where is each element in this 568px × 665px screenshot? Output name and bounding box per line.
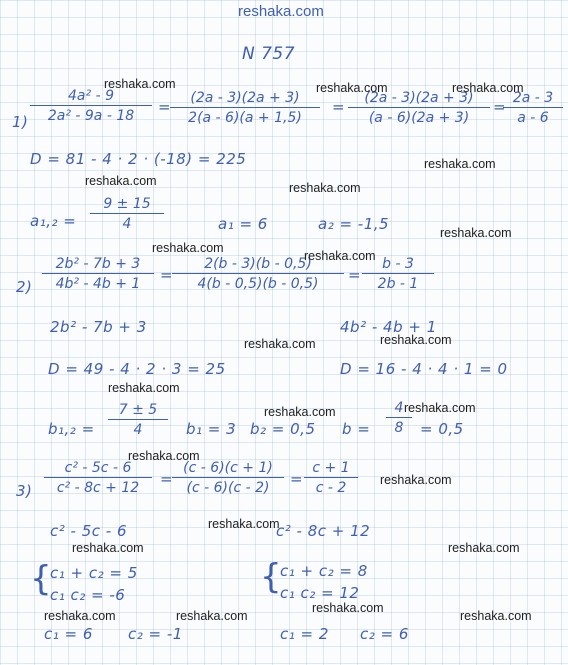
- watermark: reshaka.com: [380, 333, 452, 347]
- part2-fraction-1-den: 4b² - 4b + 1: [55, 276, 141, 292]
- part1-eq-3: =: [493, 98, 507, 116]
- watermark: reshaka.com: [152, 241, 224, 255]
- part3-fraction-3: [304, 460, 358, 496]
- part1-discriminant: D = 81 - 4 · 2 · (-18) = 225: [30, 150, 247, 168]
- watermark: reshaka.com: [424, 157, 496, 171]
- part3-fraction-3-num: c + 1: [312, 460, 350, 476]
- part2-fraction-1: [42, 256, 154, 292]
- part1-fraction-2: [170, 90, 320, 126]
- part1-fraction-2-den: 2(a - 6)(a + 1,5): [188, 110, 302, 126]
- problem-number: N 757: [242, 44, 296, 64]
- watermark: reshaka.com: [44, 609, 116, 623]
- fraction-bar: [42, 273, 154, 274]
- part3-system-2-line-2: c₁ c₂ = 12: [280, 584, 360, 602]
- watermark: reshaka.com: [128, 449, 200, 463]
- part3-fraction-3-den: c - 2: [315, 480, 347, 496]
- fraction-bar: [170, 107, 320, 108]
- part3-fraction-1-num: c² - 5c - 6: [64, 460, 132, 476]
- part2-roots-den: 4: [133, 422, 143, 438]
- watermark: reshaka.com: [452, 81, 524, 95]
- part1-eq-2: =: [332, 98, 346, 116]
- watermark: reshaka.com: [289, 181, 361, 195]
- part3-root-2: c₂ = -1: [128, 625, 183, 643]
- part2-roots-num: 7 ± 5: [118, 402, 158, 418]
- part3-fraction-2: [172, 460, 284, 496]
- part1-fraction-1: [30, 88, 152, 124]
- watermark: reshaka.com: [440, 226, 512, 240]
- fraction-bar: [172, 273, 344, 274]
- part1-roots-label: a₁,₂ =: [30, 212, 77, 230]
- watermark: reshaka.com: [108, 381, 180, 395]
- part1-fraction-1-num: 4a² - 9: [68, 88, 114, 104]
- part1-fraction-4-num: 2a - 3: [512, 90, 554, 106]
- watermark: reshaka.com: [304, 249, 376, 263]
- fraction-bar: [348, 107, 490, 108]
- watermark: reshaka.com: [312, 601, 384, 615]
- part3-fraction-1: [44, 460, 152, 496]
- fraction-bar: [362, 273, 434, 274]
- part1-fraction-1-den: 2a² - 9a - 18: [47, 108, 135, 124]
- watermark: reshaka.com: [244, 337, 316, 351]
- part2-fraction-3-num: b - 3: [382, 256, 414, 272]
- part1-roots-num: 9 ± 15: [103, 196, 151, 212]
- watermark: reshaka.com: [380, 473, 452, 487]
- part1-fraction-2-num: (2a - 3)(2a + 3): [190, 90, 300, 106]
- part2-roots-label: b₁,₂ =: [48, 420, 95, 438]
- system-brace-2: {: [260, 557, 282, 597]
- part3-polynomial-2: c² - 8c + 12: [276, 522, 371, 540]
- part3-polynomial-1: c² - 5c - 6: [50, 522, 127, 540]
- part2-discriminant-2: D = 16 - 4 · 4 · 1 = 0: [340, 360, 508, 378]
- fraction-bar: [386, 417, 412, 418]
- part3-eq-1: =: [160, 470, 174, 488]
- part2-fraction-3-den: 2b - 1: [377, 276, 419, 292]
- part2-polynomial-2: 4b² - 4b + 1: [340, 318, 437, 336]
- part2-root-1: b₁ = 3: [186, 420, 237, 438]
- part1-root-1: a₁ = 6: [218, 215, 268, 233]
- watermark: reshaka.com: [316, 81, 388, 95]
- watermark: reshaka.com: [264, 405, 336, 419]
- part2-root-3-value: = 0,5: [420, 420, 464, 438]
- part1-fraction-3-den: (a - 6)(2a + 3): [368, 110, 470, 126]
- part3-label: 3): [16, 482, 33, 500]
- part1-eq-1: =: [158, 98, 172, 116]
- part3-root-3: c₁ = 2: [280, 625, 329, 643]
- part3-eq-2: =: [290, 470, 304, 488]
- watermark: reshaka.com: [404, 401, 476, 415]
- part3-system-1-line-1: c₁ + c₂ = 5: [50, 564, 138, 582]
- watermark: reshaka.com: [104, 77, 176, 91]
- part2-eq-2: =: [348, 266, 362, 284]
- part2-fraction-2-num: 2(b - 3)(b - 0,5): [204, 256, 312, 272]
- fraction-bar: [503, 107, 563, 108]
- part2-polynomial-1: 2b² - 7b + 3: [50, 318, 147, 336]
- part3-fraction-2-num: (c - 6)(c + 1): [183, 460, 273, 476]
- part2-root-3-label: b =: [342, 420, 371, 438]
- part2-eq-1: =: [160, 266, 174, 284]
- part1-roots-den: 4: [122, 216, 132, 232]
- part3-fraction-2-den: (c - 6)(c - 2): [186, 480, 270, 496]
- part2-roots-fraction: [108, 402, 168, 438]
- part3-system-1-line-2: c₁ c₂ = -6: [50, 586, 126, 604]
- part2-fraction-2-den: 4(b - 0,5)(b - 0,5): [197, 276, 319, 292]
- watermark: reshaka.com: [176, 609, 248, 623]
- part3-root-4: c₂ = 6: [360, 625, 409, 643]
- part2-root-3-den: 8: [394, 420, 404, 436]
- fraction-bar: [108, 419, 168, 420]
- fraction-bar: [172, 477, 284, 478]
- part1-root-2: a₂ = -1,5: [318, 215, 390, 233]
- part1-roots-fraction: [90, 196, 164, 232]
- part3-system-2-line-1: c₁ + c₂ = 8: [280, 562, 368, 580]
- part3-root-1: c₁ = 6: [44, 625, 93, 643]
- part3-fraction-1-den: c² - 8c + 12: [56, 480, 140, 496]
- part2-root-3-num: 4: [394, 400, 404, 416]
- part2-discriminant-1: D = 49 - 4 · 2 · 3 = 25: [48, 360, 226, 378]
- part1-fraction-4-den: a - 6: [517, 110, 549, 126]
- watermark: reshaka.com: [72, 541, 144, 555]
- system-brace-1: {: [30, 559, 52, 599]
- watermark: reshaka.com: [85, 174, 157, 188]
- part1-fraction-3: [348, 90, 490, 126]
- part1-fraction-3-num: (2a - 3)(2a + 3): [364, 90, 474, 106]
- watermark-top: reshaka.com: [238, 3, 324, 20]
- fraction-bar: [304, 477, 358, 478]
- part2-fraction-1-num: 2b² - 7b + 3: [55, 256, 141, 272]
- fraction-bar: [44, 477, 152, 478]
- watermark: reshaka.com: [460, 609, 532, 623]
- part2-label: 2): [16, 278, 33, 296]
- fraction-bar: [90, 213, 164, 214]
- part1-fraction-4: [503, 90, 563, 126]
- part1-label: 1): [12, 113, 29, 131]
- part2-root-2: b₂ = 0,5: [250, 420, 316, 438]
- fraction-bar: [30, 105, 152, 106]
- watermark: reshaka.com: [448, 541, 520, 555]
- watermark: reshaka.com: [208, 517, 280, 531]
